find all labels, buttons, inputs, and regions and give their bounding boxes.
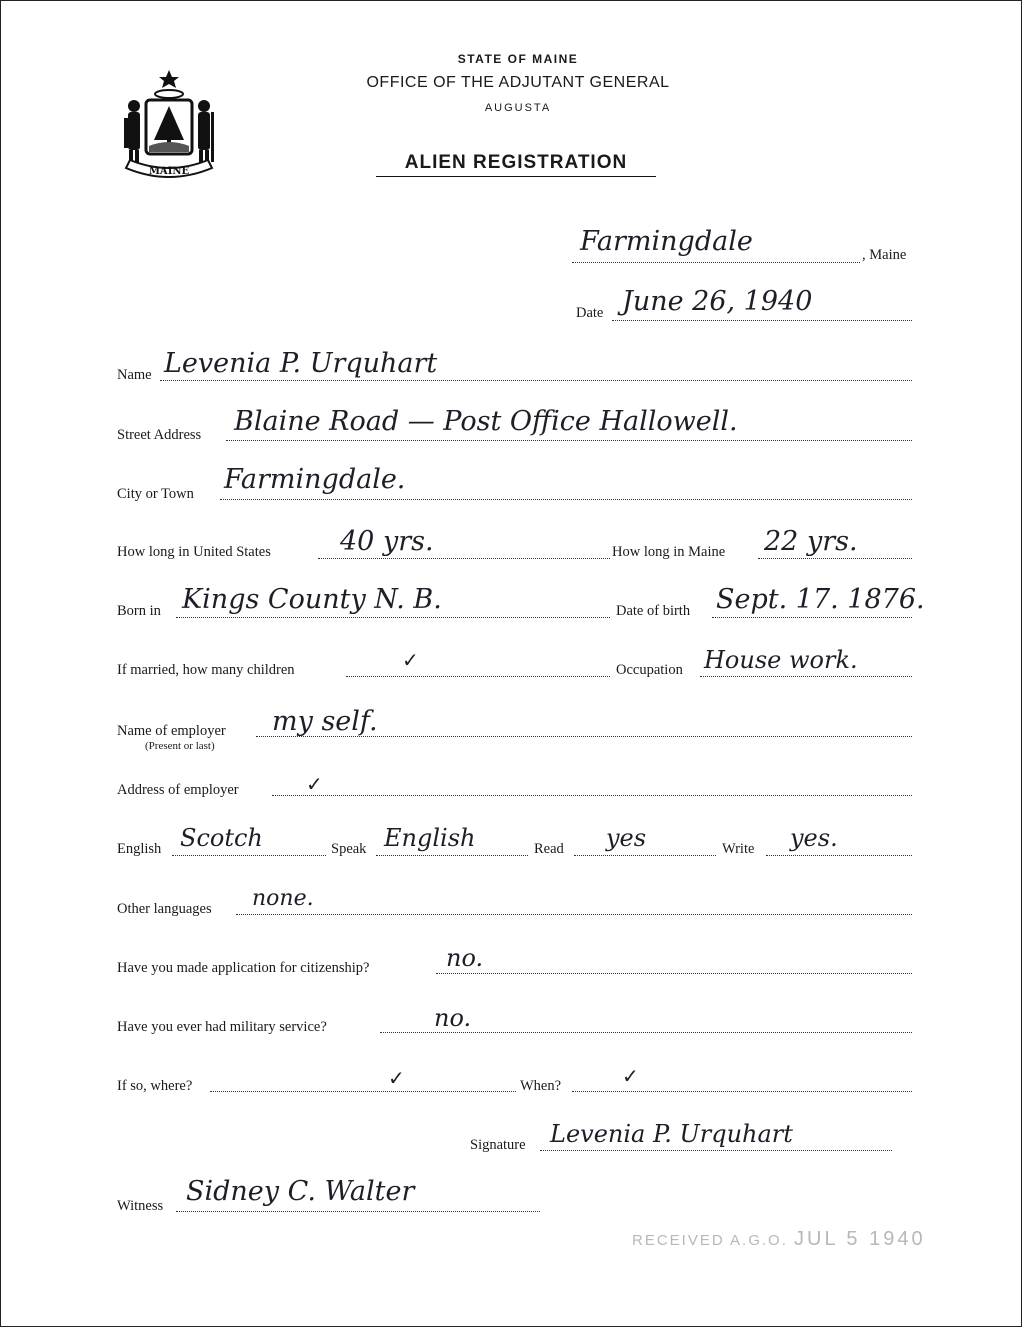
how-long-us-line: [318, 558, 610, 559]
stamp-received-text: RECEIVED A.G.O.: [632, 1232, 788, 1249]
read-label: Read: [534, 841, 564, 857]
how-long-maine-value: 22 yrs.: [764, 526, 858, 557]
citizenship-label: Have you made application for citizenship?: [117, 960, 370, 976]
city-line: [220, 499, 912, 500]
seal-banner-text: MAINE: [148, 166, 190, 177]
other-languages-label: Other languages: [117, 901, 212, 917]
employer-address-line: [272, 795, 912, 796]
military-label: Have you ever had military service?: [117, 1019, 327, 1035]
signature-label: Signature: [470, 1137, 526, 1153]
employer-value: my self.: [272, 706, 378, 737]
signature-value: Levenia P. Urquhart: [550, 1120, 793, 1148]
place-value: Farmingdale: [580, 226, 753, 257]
other-languages-line: [236, 914, 912, 915]
witness-value: Sidney C. Walter: [186, 1176, 415, 1207]
speak-label: Speak: [331, 841, 367, 857]
name-value: Levenia P. Urquhart: [164, 348, 438, 379]
children-line: [346, 676, 610, 677]
write-label: Write: [722, 841, 755, 857]
witness-label: Witness: [117, 1198, 164, 1214]
header-state: STATE OF MAINE: [457, 52, 579, 66]
occupation-value: House work.: [704, 646, 858, 674]
children-check-mark: ✓: [402, 650, 419, 672]
other-languages-value: none.: [252, 886, 314, 911]
where-line: [210, 1091, 516, 1092]
write-line: [766, 855, 912, 856]
write-value: yes.: [790, 824, 838, 852]
how-long-us-value: 40 yrs.: [340, 526, 434, 557]
english-line: [172, 855, 326, 856]
date-of-birth-value: Sept. 17. 1876.: [716, 584, 925, 615]
header-office: OFFICE OF THE ADJUTANT GENERAL: [366, 74, 670, 91]
when-label: When?: [520, 1078, 562, 1094]
citizenship-value: no.: [446, 944, 484, 972]
received-stamp: [632, 1228, 926, 1251]
where-label: If so, where?: [117, 1078, 193, 1094]
how-long-maine-line: [758, 558, 912, 559]
date-line: [612, 320, 912, 321]
when-line: [572, 1091, 912, 1092]
stamp-date: JUL 5 1940: [794, 1228, 926, 1250]
place-suffix: , Maine: [862, 247, 907, 263]
military-line: [380, 1032, 912, 1033]
speak-value: English: [384, 824, 476, 852]
date-of-birth-line: [712, 617, 912, 618]
when-check-mark: ✓: [622, 1066, 639, 1088]
signature-line: [540, 1150, 892, 1151]
born-in-value: Kings County N. B.: [182, 584, 442, 615]
speak-line: [376, 855, 528, 856]
place-line: [572, 262, 860, 263]
children-label: If married, how many children: [117, 662, 295, 678]
born-in-label: Born in: [117, 603, 161, 619]
form-title: ALIEN REGISTRATION: [376, 152, 656, 177]
street-address-label: Street Address: [117, 427, 202, 443]
name-label: Name: [117, 367, 152, 383]
english-value: Scotch: [180, 824, 263, 852]
city-value: Farmingdale.: [224, 464, 406, 495]
where-check-mark: ✓: [388, 1068, 405, 1090]
read-line: [574, 855, 716, 856]
how-long-us-label: How long in United States: [117, 544, 271, 560]
how-long-maine-label: How long in Maine: [612, 544, 726, 560]
witness-line: [176, 1211, 540, 1212]
date-label: Date: [576, 305, 604, 321]
street-address-value: Blaine Road — Post Office Hallowell.: [234, 406, 738, 437]
citizenship-line: [436, 973, 912, 974]
born-in-line: [176, 617, 610, 618]
employer-sublabel: (Present or last): [145, 740, 215, 752]
employer-label: Name of employer: [117, 723, 226, 739]
date-of-birth-label: Date of birth: [616, 603, 691, 619]
employer-address-check-mark: ✓: [306, 774, 323, 796]
header-city: AUGUSTA: [484, 102, 552, 114]
english-label: English: [117, 841, 162, 857]
city-label: City or Town: [117, 486, 194, 502]
date-value: June 26, 1940: [622, 286, 813, 317]
read-value: yes: [606, 824, 647, 852]
street-address-line: [226, 440, 912, 441]
occupation-line: [700, 676, 912, 677]
military-value: no.: [434, 1004, 472, 1032]
employer-address-label: Address of employer: [117, 782, 239, 798]
name-line: [160, 380, 912, 381]
occupation-label: Occupation: [616, 662, 683, 678]
maine-state-seal-icon: [116, 68, 222, 186]
